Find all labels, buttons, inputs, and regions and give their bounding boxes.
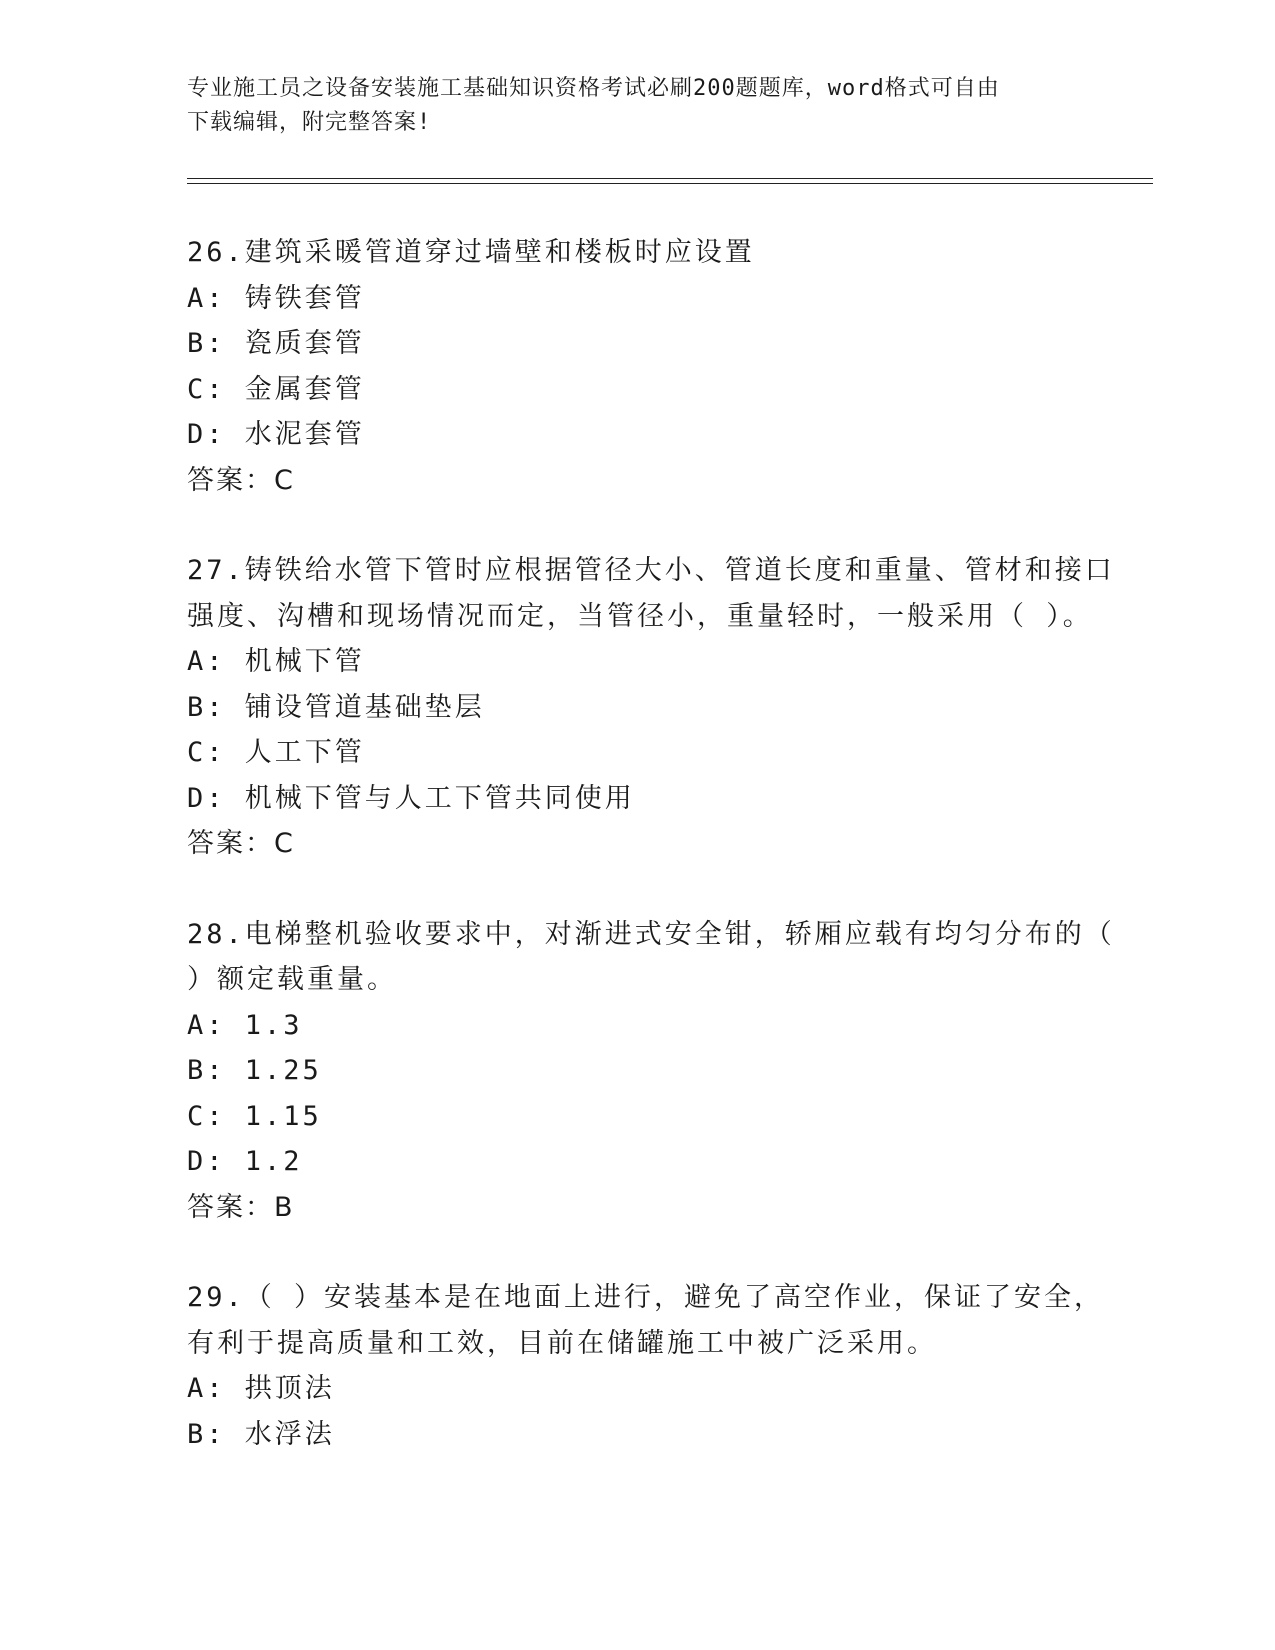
question-stem: 29.（ ）安装基本是在地面上进行，避免了高空作业，保证了安全，: [187, 1282, 1105, 1313]
question-stem-continued: ）额定载重量。: [187, 964, 397, 995]
option-d: D: 1.2: [187, 1146, 303, 1177]
option-a: A: 铸铁套管: [187, 282, 365, 314]
question-26: [187, 230, 1087, 503]
option-c: C: 金属套管: [187, 373, 365, 405]
answer-line: 答案：C: [187, 828, 295, 859]
option-a: A: 机械下管: [187, 646, 365, 677]
question-28: [187, 912, 1115, 1231]
option-d: D: 机械下管与人工下管共同使用: [187, 782, 635, 814]
header-divider-top: [187, 178, 1153, 179]
question-29: [187, 1275, 1105, 1457]
question-stem-continued: 强度、沟槽和现场情况而定，当管径小，重量轻时，一般采用（ ）。: [187, 600, 1093, 632]
question-stem: 26.建筑采暖管道穿过墙壁和楼板时应设置: [187, 237, 755, 268]
option-c: C: 人工下管: [187, 737, 365, 768]
option-b: B: 1.25: [187, 1055, 322, 1086]
question-list: [187, 230, 1115, 1502]
answer-line: 答案：B: [187, 1191, 295, 1223]
option-d: D: 水泥套管: [187, 419, 365, 450]
question-stem: 28.电梯整机验收要求中，对渐进式安全钳，轿厢应载有均匀分布的（: [187, 918, 1115, 950]
question-27: [187, 548, 1115, 867]
option-b: B: 水浮法: [187, 1418, 335, 1450]
option-b: B: 瓷质套管: [187, 328, 365, 359]
header-line-1: 专业施工员之设备安装施工基础知识资格考试必刷200题题库，word格式可自由: [187, 76, 1000, 101]
option-a: A: 拱顶法: [187, 1373, 335, 1404]
header-line-2: 下载编辑，附完整答案!: [187, 110, 432, 135]
document-header: [187, 72, 1067, 140]
answer-line: 答案：C: [187, 464, 295, 496]
option-c: C: 1.15: [187, 1100, 322, 1132]
option-b: B: 铺设管道基础垫层: [187, 691, 485, 723]
header-divider-bottom: [187, 183, 1153, 184]
option-a: A: 1.3: [187, 1009, 303, 1041]
question-stem: 27.铸铁给水管下管时应根据管径大小、管道长度和重量、管材和接口: [187, 555, 1115, 586]
question-stem-continued: 有利于提高质量和工效，目前在储罐施工中被广泛采用。: [187, 1327, 937, 1359]
